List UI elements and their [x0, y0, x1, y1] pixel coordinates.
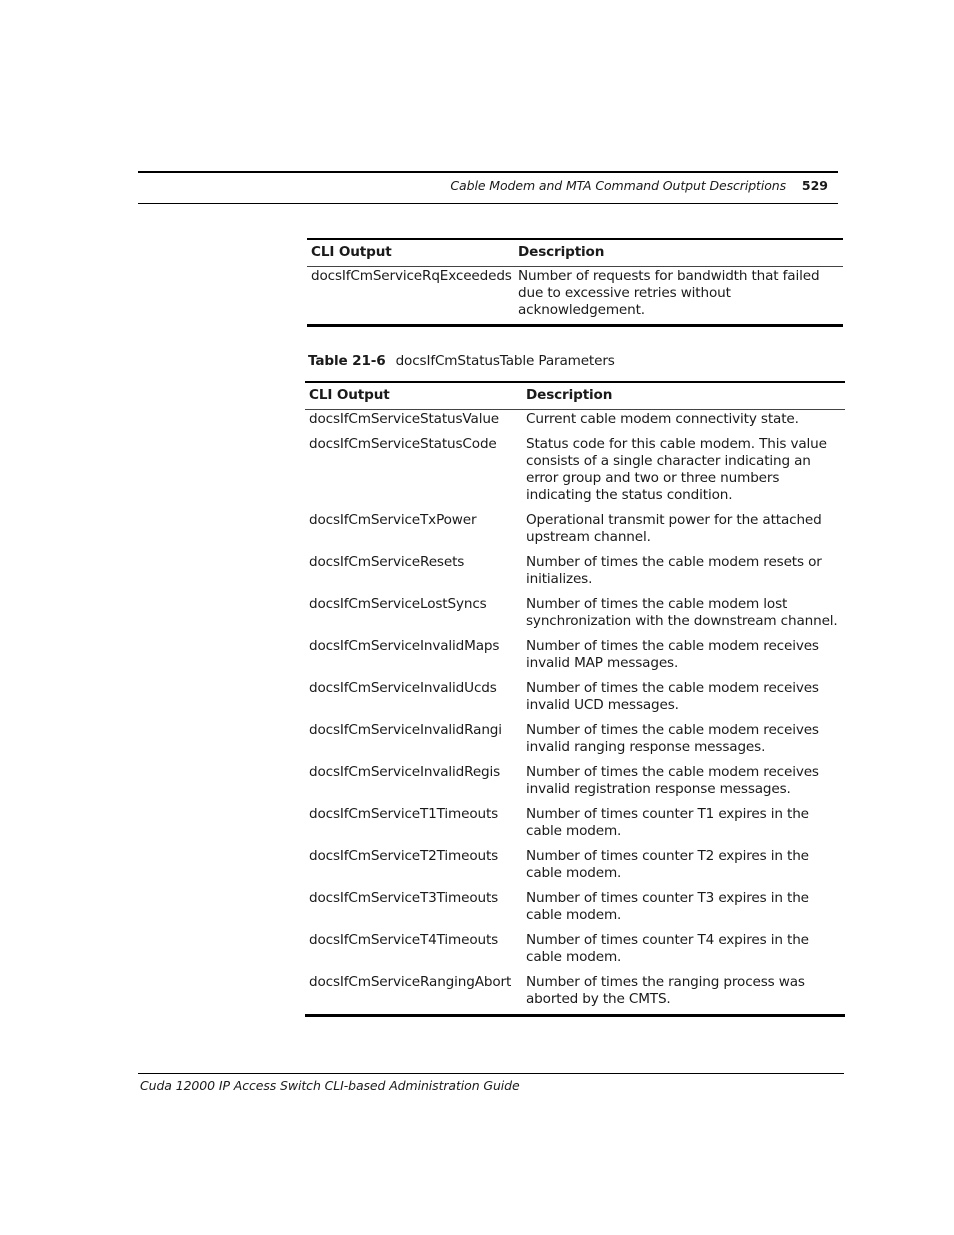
cli-output-cell: docsIfCmServiceT4Timeouts	[309, 932, 499, 948]
description-cell: Number of requests for bandwidth that failed due to excessive retries without acknowledgement.	[518, 268, 820, 318]
cli-output-cell: docsIfCmServiceInvalidRegis	[309, 764, 501, 780]
status-table	[305, 381, 845, 1017]
table-caption	[308, 353, 615, 369]
cli-output-cell: docsIfCmServiceResets	[309, 554, 465, 570]
table-row	[305, 638, 845, 680]
cli-output-cell: docsIfCmServiceStatusCode	[309, 436, 497, 452]
table-caption-label: Table 21-6	[308, 353, 386, 369]
table-row	[305, 848, 845, 890]
footer-rule	[138, 1073, 844, 1074]
cli-output-cell: docsIfCmServiceT3Timeouts	[309, 890, 499, 906]
description-cell: Number of times counter T4 expires in the cable modem.	[526, 932, 809, 965]
table-header-row	[305, 382, 845, 410]
column-header-description: Description	[526, 387, 613, 403]
table-row	[305, 512, 845, 554]
table-row	[305, 436, 845, 512]
running-header: Cable Modem and MTA Command Output Descriptions	[450, 178, 786, 193]
header-bottom-rule	[138, 203, 838, 204]
page-number: 529	[801, 178, 828, 193]
description-cell: Number of times the cable modem resets or initializes.	[526, 554, 822, 587]
cli-output-cell: docsIfCmServiceInvalidRangi	[309, 722, 502, 738]
description-cell: Status code for this cable modem. This value consists of a single character indicating an error group and two or three numbers indicating the status condition.	[526, 436, 827, 503]
table-row	[305, 722, 845, 764]
table-row	[305, 932, 845, 974]
table-row	[305, 680, 845, 722]
table-row	[305, 890, 845, 932]
table-row	[305, 596, 845, 638]
table-caption-title: docsIfCmStatusTable Parameters	[395, 353, 615, 369]
cli-output-cell: docsIfCmServiceRqExceededs	[311, 268, 512, 284]
description-cell: Current cable modem connectivity state.	[526, 411, 799, 427]
description-cell: Number of times the cable modem lost synchronization with the downstream channel.	[526, 596, 838, 629]
table-row	[305, 554, 845, 596]
column-header-cli-output: CLI Output	[311, 244, 392, 260]
continued-table	[307, 238, 843, 327]
cli-output-cell: docsIfCmServiceT2Timeouts	[309, 848, 499, 864]
table-header-row	[307, 239, 843, 267]
description-cell: Number of times the cable modem receives invalid MAP messages.	[526, 638, 819, 671]
table-row	[305, 806, 845, 848]
column-header-cli-output: CLI Output	[309, 387, 390, 403]
description-cell: Number of times counter T1 expires in the cable modem.	[526, 806, 809, 839]
description-cell: Operational transmit power for the attached upstream channel.	[526, 512, 822, 545]
cli-output-cell: docsIfCmServiceT1Timeouts	[309, 806, 499, 822]
header-top-rule	[138, 171, 838, 173]
description-cell: Number of times the cable modem receives invalid ranging response messages.	[526, 722, 819, 755]
column-header-description: Description	[518, 244, 605, 260]
table-row	[305, 410, 845, 437]
description-cell: Number of times the cable modem receives invalid UCD messages.	[526, 680, 819, 713]
cli-output-cell: docsIfCmServiceInvalidUcds	[309, 680, 497, 696]
cli-output-cell: docsIfCmServiceRangingAbort	[309, 974, 512, 990]
description-cell: Number of times counter T3 expires in the cable modem.	[526, 890, 809, 923]
table-row	[305, 764, 845, 806]
description-cell: Number of times counter T2 expires in the cable modem.	[526, 848, 809, 881]
cli-output-cell: docsIfCmServiceStatusValue	[309, 411, 500, 427]
cli-output-cell: docsIfCmServiceTxPower	[309, 512, 477, 528]
table-row	[307, 267, 843, 326]
cli-output-cell: docsIfCmServiceLostSyncs	[309, 596, 487, 612]
table-row	[305, 974, 845, 1016]
running-footer: Cuda 12000 IP Access Switch CLI-based Administration Guide	[140, 1078, 520, 1093]
description-cell: Number of times the ranging process was aborted by the CMTS.	[526, 974, 805, 1007]
description-cell: Number of times the cable modem receives invalid registration response messages.	[526, 764, 819, 797]
cli-output-cell: docsIfCmServiceInvalidMaps	[309, 638, 500, 654]
